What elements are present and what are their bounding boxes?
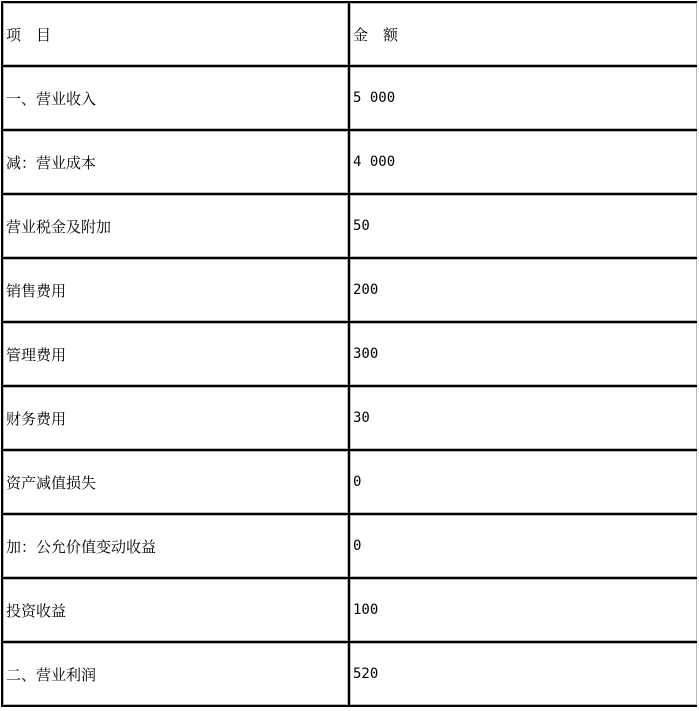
table-row — [2, 322, 697, 386]
item-cell: 管理费用 — [2, 322, 349, 386]
header-amount-cell: 金 额 — [349, 2, 697, 66]
table-row — [2, 578, 697, 642]
amount-cell: 4 000 — [349, 130, 697, 194]
amount-cell: 300 — [349, 322, 697, 386]
income-statement-wrapper — [1, 1, 697, 711]
item-cell: 销售费用 — [2, 258, 349, 322]
table-row — [2, 258, 697, 322]
table-row — [2, 130, 697, 194]
table-row — [2, 66, 697, 130]
header-item-cell: 项 目 — [2, 2, 349, 66]
amount-cell: 200 — [349, 258, 697, 322]
amount-cell: 5 000 — [349, 66, 697, 130]
item-cell: 二、营业利润 — [2, 642, 349, 706]
item-cell: 加：公允价值变动收益 — [2, 514, 349, 578]
table-row — [2, 386, 697, 450]
amount-cell: 100 — [349, 578, 697, 642]
amount-cell: 30 — [349, 386, 697, 450]
item-cell: 减：营业成本 — [2, 130, 349, 194]
amount-cell: 0 — [349, 514, 697, 578]
amount-cell: 520 — [349, 642, 697, 706]
item-cell: 一、营业收入 — [2, 66, 349, 130]
table-row — [2, 514, 697, 578]
income-statement-table — [1, 1, 697, 707]
item-cell: 营业税金及附加 — [2, 194, 349, 258]
table-row — [2, 642, 697, 706]
amount-cell: 0 — [349, 450, 697, 514]
item-cell: 投资收益 — [2, 578, 349, 642]
table-row — [2, 194, 697, 258]
table-row — [2, 450, 697, 514]
amount-cell: 50 — [349, 194, 697, 258]
item-cell: 财务费用 — [2, 386, 349, 450]
table-header-row — [2, 2, 697, 66]
item-cell: 资产减值损失 — [2, 450, 349, 514]
